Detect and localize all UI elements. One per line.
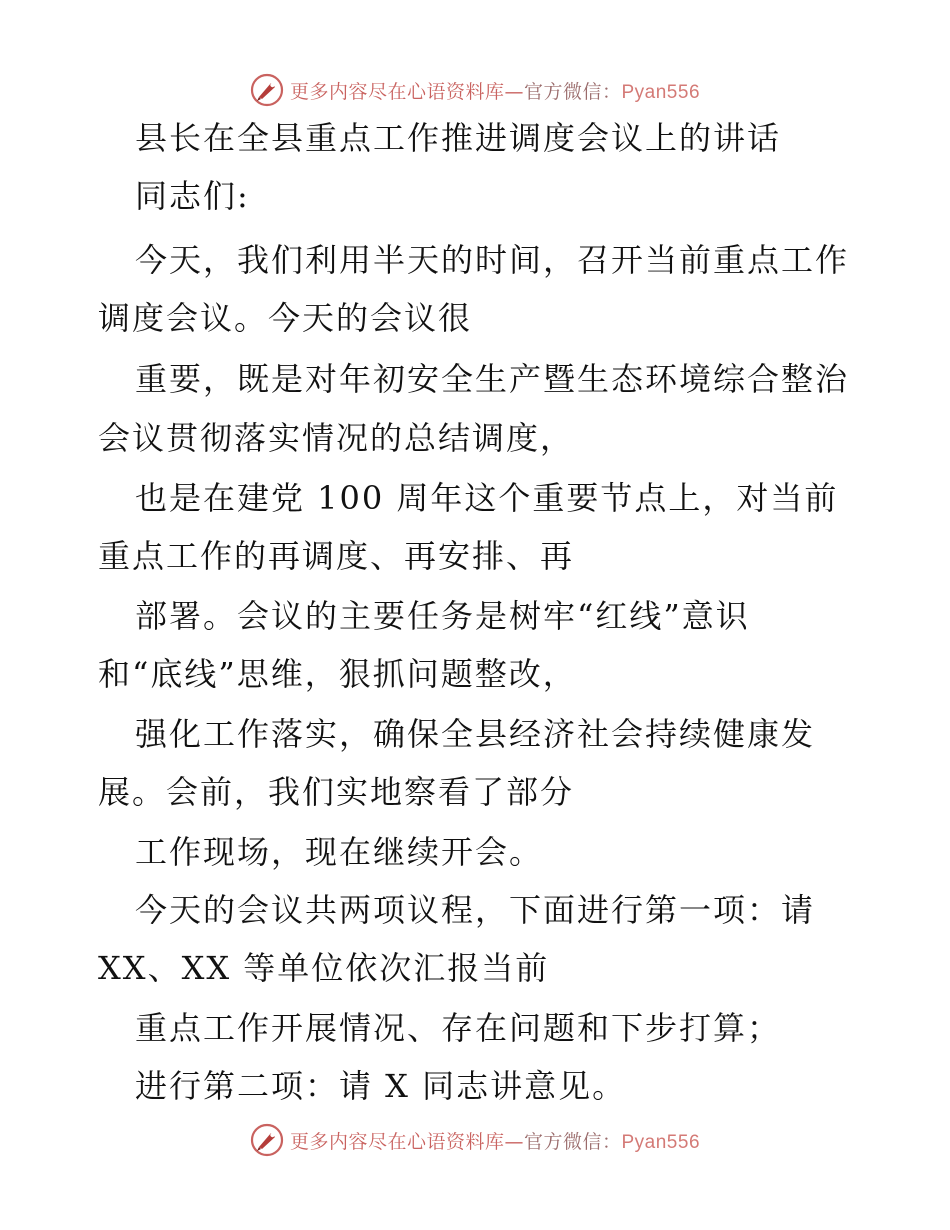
pen-nib-icon — [250, 73, 284, 107]
watermark-dash: — — [504, 80, 524, 103]
text-line: 工作现场，现在继续开会。 — [135, 833, 544, 871]
text-line: 今天的会议共两项议程，下面进行第一项：请 — [135, 891, 816, 929]
text-line: XX、XX 等单位依次汇报当前 — [98, 949, 550, 987]
watermark-main-text: 更多内容尽在心语资料库 — [289, 80, 505, 103]
pen-nib-icon — [250, 1123, 284, 1157]
document-title: 县长在全县重点工作推进调度会议上的讲话 — [135, 119, 782, 157]
text-line: 重要，既是对年初安全生产暨生态环境综合整治 — [135, 360, 850, 398]
watermark-label: 官方微信： — [523, 1130, 622, 1153]
header-watermark — [0, 70, 950, 110]
text-line: 今天，我们利用半天的时间，召开当前重点工作 — [135, 241, 850, 279]
text-line: 也是在建党 100 周年这个重要节点上，对当前 — [135, 479, 839, 517]
text-line: 强化工作落实，确保全县经济社会持续健康发 — [135, 715, 816, 753]
text-line: 同志们: — [135, 177, 250, 215]
text-line: 进行第二项：请 X 同志讲意见。 — [135, 1067, 627, 1105]
footer-watermark — [0, 1120, 950, 1160]
text-line: 重点工作开展情况、存在问题和下步打算； — [135, 1009, 782, 1047]
watermark-text — [290, 77, 700, 104]
text-line: 调度会议。今天的会议很 — [98, 299, 473, 337]
text-line: 会议贯彻落实情况的总结调度， — [98, 419, 575, 457]
watermark-dash: — — [504, 1130, 524, 1153]
watermark-id: Pyan556 — [621, 81, 701, 103]
watermark-main-text: 更多内容尽在心语资料库 — [289, 1130, 505, 1153]
text-line: 部署。会议的主要任务是树牢“红线”意识 — [135, 597, 750, 635]
watermark-label: 官方微信： — [523, 80, 622, 103]
watermark-id: Pyan556 — [621, 1131, 701, 1153]
text-line: 展。会前，我们实地察看了部分 — [98, 773, 575, 811]
text-line: 和“底线”思维，狠抓问题整改， — [98, 655, 577, 693]
watermark-text — [290, 1127, 700, 1154]
text-line: 重点工作的再调度、再安排、再 — [98, 537, 575, 575]
